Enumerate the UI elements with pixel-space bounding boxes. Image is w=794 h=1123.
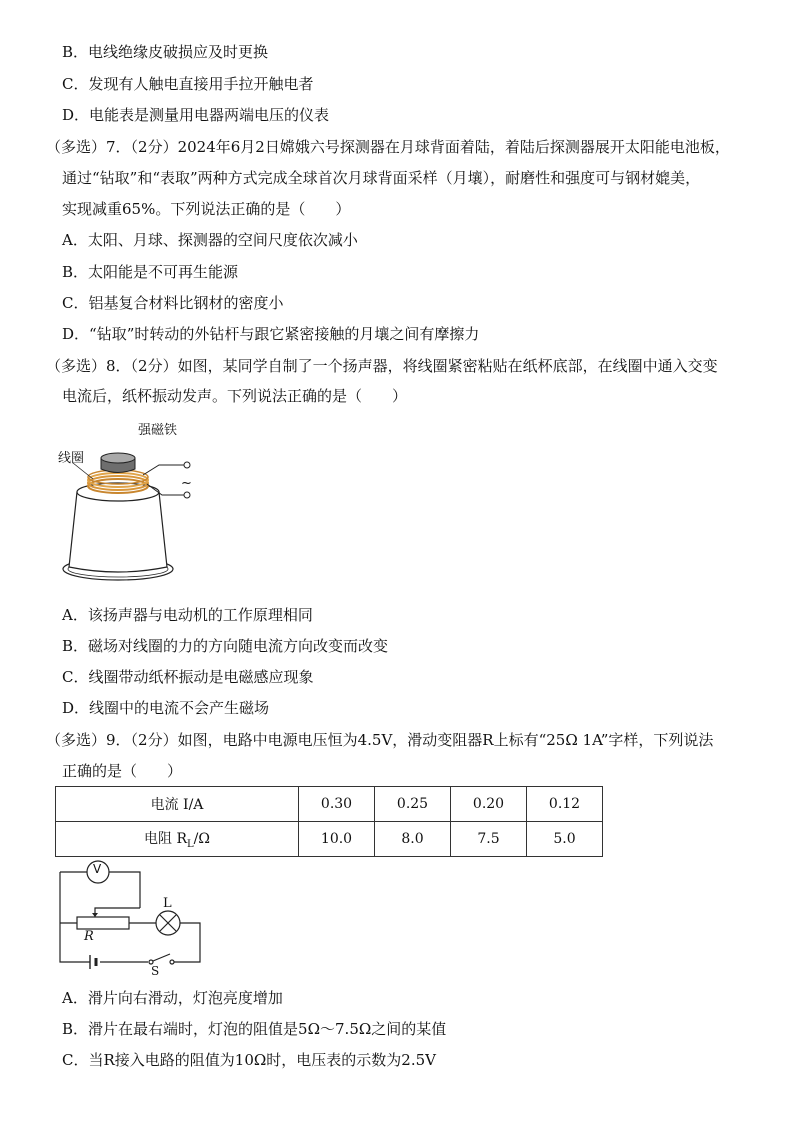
- q8-option-b: B．磁场对线圈的力的方向随电流方向改变而改变: [62, 637, 389, 655]
- resistance-label: 电阻 R: [144, 831, 188, 848]
- table-header-current: 电流 I/A: [56, 787, 299, 822]
- table-cell: 0.12: [527, 787, 603, 822]
- q8-option-a: A．该扬声器与电动机的工作原理相同: [62, 606, 313, 624]
- table-header-resistance: [56, 822, 299, 857]
- speaker-diagram: [55, 435, 215, 590]
- q6-option-c: C．发现有人触电直接用手拉开触电者: [62, 75, 314, 93]
- q8-option-c: C．线圈带动纸杯振动是电磁感应现象: [62, 668, 314, 686]
- switch-label: S: [151, 964, 160, 978]
- table-cell: 0.25: [375, 787, 451, 822]
- q9-stem-line-2: 正确的是（ ）: [62, 762, 183, 780]
- coil-label: 线圈: [58, 451, 85, 466]
- lamp-label: L: [163, 896, 172, 911]
- table-row: [56, 787, 603, 822]
- q6-option-d: D．电能表是测量用电器两端电压的仪表: [62, 106, 330, 124]
- paper-cup: [69, 492, 167, 572]
- table-cell: 0.30: [299, 787, 375, 822]
- table-cell: 8.0: [375, 822, 451, 857]
- q9-option-b: B．滑片在最右端时，灯泡的阻值是5Ω～7.5Ω之间的某值: [62, 1020, 447, 1038]
- rheostat-label: R: [84, 929, 94, 944]
- q9-option-a: A．滑片向右滑动，灯泡亮度增加: [62, 989, 283, 1007]
- ac-symbol: ~: [181, 476, 192, 491]
- q7-option-d: D．“钻取”时转动的外钻杆与跟它紧密接触的月壤之间有摩擦力: [62, 325, 480, 343]
- q7-option-a: A．太阳、月球、探测器的空间尺度依次减小: [62, 231, 358, 249]
- q7-stem-line-2: 通过“钻取”和“表取”两种方式完成全球首次月球背面采样（月壤），耐磨性和强度可与钢材媲美，: [62, 169, 701, 187]
- voltmeter-label: V: [93, 862, 102, 876]
- q9-stem-line-1: （多选）9．（2分）如图，电路中电源电压恒为4.5V，滑动变阻器R上标有“25Ω 1A”字样，下列说法: [46, 731, 714, 749]
- q8-option-d: D．线圈中的电流不会产生磁场: [62, 699, 270, 717]
- magnet-label: 强磁铁: [138, 423, 178, 438]
- table-cell: 5.0: [527, 822, 603, 857]
- q7-option-b: B．太阳能是不可再生能源: [62, 263, 239, 281]
- table-row: [56, 822, 603, 857]
- resistance-subscript: L: [187, 838, 194, 850]
- magnet: [101, 453, 135, 473]
- circuit-diagram: [52, 855, 212, 980]
- q8-stem-line-1: （多选）8．（2分）如图，某同学自制了一个扬声器，将线圈紧密粘贴在纸杯底部，在线圈中通入交变: [46, 357, 718, 375]
- table-cell: 0.20: [451, 787, 527, 822]
- q6-option-b: B．电线绝缘皮破损应及时更换: [62, 43, 269, 61]
- q7-stem-line-3: 实现减重65%。下列说法正确的是（ ）: [62, 200, 351, 218]
- table-cell: 7.5: [451, 822, 527, 857]
- q8-stem-line-2: 电流后，纸杯振动发声。下列说法正确的是（ ）: [62, 387, 408, 405]
- table-cell: 10.0: [299, 822, 375, 857]
- resistance-unit: /Ω: [193, 831, 210, 848]
- q7-option-c: C．铝基复合材料比钢材的密度小: [62, 294, 284, 312]
- measurement-table: [55, 786, 603, 857]
- q9-option-c: C．当R接入电路的阻值为10Ω时，电压表的示数为2.5V: [62, 1051, 436, 1069]
- lead-top: [143, 465, 184, 475]
- q7-stem-line-1: （多选）7．（2分）2024年6月2日嫦娥六号探测器在月球背面着陆，着陆后探测器展开太阳能电池板，: [46, 138, 730, 156]
